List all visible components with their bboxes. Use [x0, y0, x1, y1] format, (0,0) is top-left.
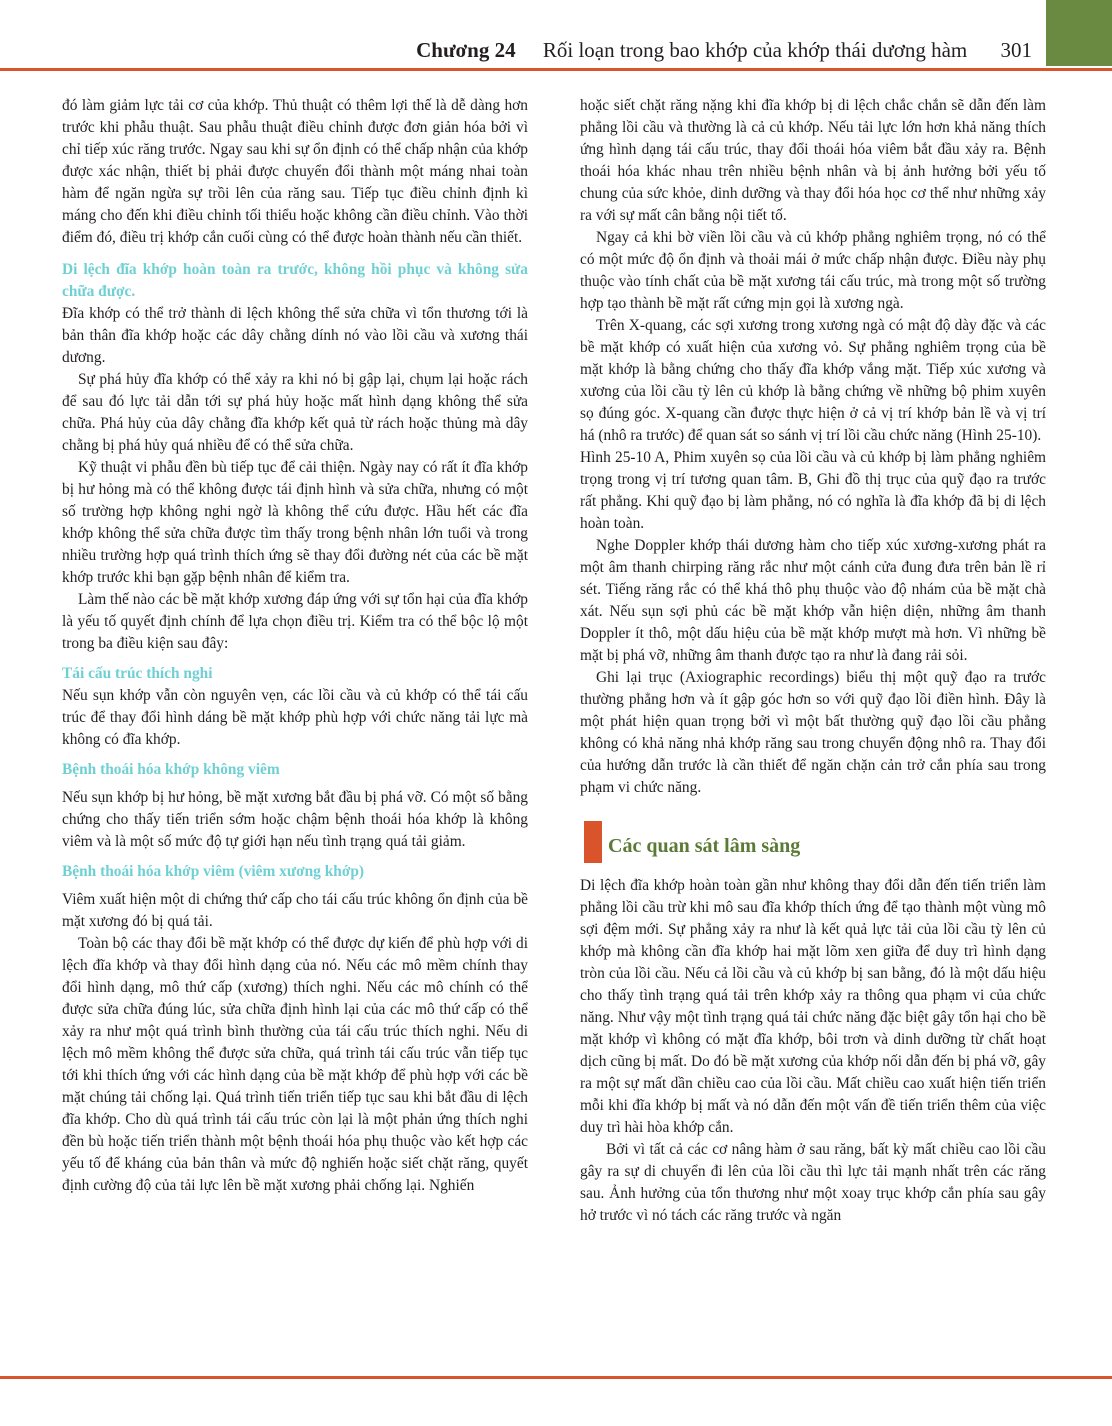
paragraph: Sự phá hủy đĩa khớp có thể xảy ra khi nó bị gập lại, chụm lại hoặc rách để sau đó lực tải dẫn tới sự phá hủy hoặc mất hình dạng không thể sửa chữa. Phá hủy của dây chằng đĩa khớp kết quả từ rách hoặc thủng mà dây chằng bị phá hủy quá nhiều để có thể sửa chữa.: [62, 371, 528, 454]
paragraph: Toàn bộ các thay đổi bề mặt khớp có thể được dự kiến để phù hợp với di lệch đĩa khớp và thay đổi hình dạng của nó. Nếu các mô mềm chính thay đổi hình dạng, mô thứ cấp (xương) thích nghi. Nếu các mô chính có thể được sửa chữa đúng lúc, sửa chữa định hình lại của các mô thứ cấp có thể xảy ra như một quá trình bình thường của tái cấu trúc thích nghi. Nếu di lệch mô mềm không thể được sửa chữa, quá trình tái cấu trúc vẫn tiếp tục tới khi thích ứng với các hình dạng của bề mặt khớp để phù hợp với các bề mặt chúng tải chống lại. Quá trình tiến triển tiếp tục sau khi bắt đầu di lệch đĩa khớp. Cho dù quá trình tái cấu trúc còn lại là một phản ứng thích nghi đền bù hoặc tiến triển thành một bệnh thoái hóa phụ thuộc vào kết hợp các yếu tố để kháng của bản thân và mức độ nghiến hoặc siết chặt răng, quyết định cường độ của tải lực lên bề mặt xương phải chống lại. Nghiến: [62, 935, 528, 1194]
section-marker: [584, 821, 602, 863]
subheading: Bệnh thoái hóa khớp không viêm: [62, 761, 280, 778]
left-column: [62, 95, 528, 1197]
subheading: Bệnh thoái hóa khớp viêm (viêm xương khớp): [62, 863, 365, 880]
subheading: Di lệch đĩa khớp hoàn toàn ra trước, không hồi phục và không sửa chữa được.: [62, 261, 528, 300]
chapter-tab: [1046, 0, 1112, 66]
paragraph: Đĩa khớp có thể trở thành di lệch không thể sửa chữa vì tổn thương tới là bản thân đĩa khớp hoặc các dây chằng dính nó vào lồi cầu và xương thái dương.: [62, 305, 528, 366]
right-column: [580, 95, 1046, 1227]
paragraph: Ngay cả khi bờ viền lồi cầu và củ khớp phẳng nghiêm trọng, nó có thể có một mức độ ổn định và thoải mái ở mức chấp nhận được. Điều này phụ thuộc vào tính chất của bề mặt xương tái cấu trúc, mà trong một số trường hợp tạo thành bề mặt rất cứng mịn gọi là xương ngà.: [580, 229, 1046, 312]
header-rule: [0, 68, 1112, 71]
paragraph: hoặc siết chặt răng nặng khi đĩa khớp bị di lệch chắc chắn sẽ dẫn đến làm phẳng lồi cầu và thường là cả củ khớp. Nếu tải lực lớn hơn khả năng thích ứng hình dạng tái cấu trúc, thay đổi thoái hóa viêm bắt đầu xảy ra. Bệnh thoái hóa khác nhau trên nhiều bệnh nhân và bị ảnh hưởng bởi yếu tố chung của sức khỏe, dinh dưỡng và thay đổi hóa học cơ thể như những xảy ra với sự mất cân bằng nội tiết tố.: [580, 97, 1046, 224]
section-heading: [584, 821, 1046, 863]
figure-caption: Hình 25-10 A, Phim xuyên sọ của lồi cầu và củ khớp bị làm phẳng nghiêm trọng trong vị trí tương quan tâm. B, Ghi đồ thị trục của quỹ đạo ra trước rất phẳng. Khi quỹ đạo bị làm phẳng, nó có nghĩa là đĩa khớp đã bị di lệch hoàn toàn.: [580, 449, 1046, 532]
page-number: 301: [1000, 38, 1032, 62]
section-title: Các quan sát lâm sàng: [608, 835, 801, 857]
paragraph: Nếu sụn khớp bị hư hỏng, bề mặt xương bắt đầu bị phá vỡ. Có một số bằng chứng cho thấy tiến triển sớm hoặc chậm bệnh thoái hóa khớp là không viêm và là một số mức độ tự giới hạn nếu tình trạng quá tải giảm.: [62, 789, 528, 850]
chapter-label: Chương 24: [416, 38, 516, 62]
paragraph: Kỹ thuật vi phẫu đền bù tiếp tục để cải thiện. Ngày nay có rất ít đĩa khớp bị hư hỏng mà có thể không được tái định hình và sửa chữa, nhưng có một số trường hợp không nghi ngờ là không thể cứu được. Hầu hết các đĩa khớp không thể sửa chữa được tìm thấy trong bệnh nhân lớn tuổi và trong nhiều trường hợp quá trình thích ứng sẽ thay đổi đường nét của các bề mặt khớp trước khi bạn gặp bệnh nhân để kiểm tra.: [62, 459, 528, 586]
paragraph: Nếu sụn khớp vẫn còn nguyên vẹn, các lồi cầu và củ khớp có thể tái cấu trúc để thay đổi hình dáng bề mặt khớp phù hợp với chức năng tải lực mà không có đĩa khớp.: [62, 687, 528, 748]
paragraph: Bởi vì tất cả các cơ nâng hàm ở sau răng, bất kỳ mất chiều cao lồi cầu gây ra sự di chuyển đi lên của lồi cầu thì lực tải mạnh nhất trên các răng sau. Ảnh hưởng của tổn thương như một xoay trục khớp cắn phía sau gây hở trước vì nó tách các răng trước và ngăn: [580, 1141, 1046, 1224]
paragraph: Trên X-quang, các sợi xương trong xương ngà có mật độ dày đặc và các bề mặt khớp có xuất hiện của xương vỏ. Sự phẳng nghiêm trọng của bề mặt khớp là bằng chứng cho thấy đĩa khớp vắng mặt. Tiếp xúc xương và xương của lồi cầu tỳ lên củ khớp là bằng chứng về những bộ phim xuyên sọ đúng góc. X-quang cần được thực hiện ở cả vị trí khớp bản lề và vị trí há (nhô ra trước) để quan sát so sánh vị trí lồi cầu chức năng (Hình 25-10).: [580, 317, 1046, 444]
paragraph: Di lệch đĩa khớp hoàn toàn gần như không thay đổi dẫn đến tiến triển làm phẳng lồi cầu trừ khi mô sau đĩa khớp thích ứng để tạo thành một vùng mô sợi đệm mới. Sự phẳng xảy ra như là kết quả lực tải của lồi cầu tỳ lên củ khớp mà không cần đĩa khớp hai mặt lõm xen giữa để duy trì hình dạng tròn của lồi cầu. Nếu cả lồi cầu và củ khớp bị san bằng, đó là một dấu hiệu cho thấy tình trạng quá tải trên khớp xảy ra thông qua phạm vi của chức năng. Như vậy một tình trạng quá tải chức năng đặc biệt gây tổn hại cho bề mặt khớp vì không có mặt đĩa khớp, bôi trơn và dinh dưỡng từ chất hoạt dịch cũng bị mất. Do đó bề mặt xương của khớp nối dẫn đến bị phá vỡ, gây ra một sự mất dần chiều cao của lồi cầu. Mất chiều cao xuất hiện tiến triển mỗi khi đĩa khớp bị mất và nó dẫn đến một vấn đề tiến triển thêm của việc duy trì hài hòa khớp cắn.: [580, 877, 1046, 1136]
paragraph: đó làm giảm lực tải cơ của khớp. Thủ thuật có thêm lợi thế là dễ dàng hơn trước khi phẫu thuật. Sau phẫu thuật điều chỉnh được đơn giản hóa bởi vì chỉ tiếp xúc răng trước. Ngay sau khi sự ổn định có thể chấp nhận của khớp được xác nhận, thiết bị phải được chuyển đổi thành một máng nhai toàn hàm để ngăn ngừa sự trồi lên của răng sau. Tiếp tục điều chỉnh định kì máng cho đến khi điều chỉnh tối thiểu hoặc không cần điều chỉnh. Vào thời điểm đó, điều trị khớp cắn cuối cùng có thể được hoàn thành nếu cần thiết.: [62, 97, 528, 246]
subheading: Tái cấu trúc thích nghi: [62, 665, 213, 682]
footer-rule: [0, 1376, 1112, 1379]
paragraph: Viêm xuất hiện một di chứng thứ cấp cho tái cấu trúc không ổn định của bề mặt xương đó bị quá tải.: [62, 891, 528, 930]
chapter-title: Rối loạn trong bao khớp của khớp thái dương hàm: [542, 38, 968, 62]
paragraph: Ghi lại trục (Axiographic recordings) biểu thị một quỹ đạo ra trước thường phẳng hơn và ít gập góc hơn so với quỹ đạo lồi điền hình. Đây là một phát hiện quan trọng bởi vì một bất thường quỹ đạo lồi cầu phẳng không có khả năng nhả khớp răng sau trong chuyển động nhô ra. Thay đổi của hướng dẫn trước là cần thiết để ngăn chặn cản trở cắn phía sau trong phạm vi chức năng.: [580, 669, 1046, 796]
paragraph: Làm thế nào các bề mặt khớp xương đáp ứng với sự tổn hại của đĩa khớp là yếu tố quyết định chính để lựa chọn điều trị. Kiểm tra có thể bộc lộ một trong ba điều kiện sau đây:: [62, 591, 528, 652]
running-header: [0, 38, 1032, 68]
paragraph: Nghe Doppler khớp thái dương hàm cho tiếp xúc xương-xương phát ra một âm thanh chirping răng rắc như một cánh cửa đung đưa trên bản lề rỉ sét. Tiếng răng rắc có thể khá thô phụ thuộc vào độ nhám của bề mặt chà xát. Nếu sụn sợi phủ các bề mặt khớp vẫn hiện diện, những âm thanh Doppler ít thô, một dấu hiệu của bề mặt khớp mượt mà hơn. Vì những bề mặt bị phá vỡ, những âm thanh được tạo ra như là đang rải sỏi.: [580, 537, 1046, 664]
